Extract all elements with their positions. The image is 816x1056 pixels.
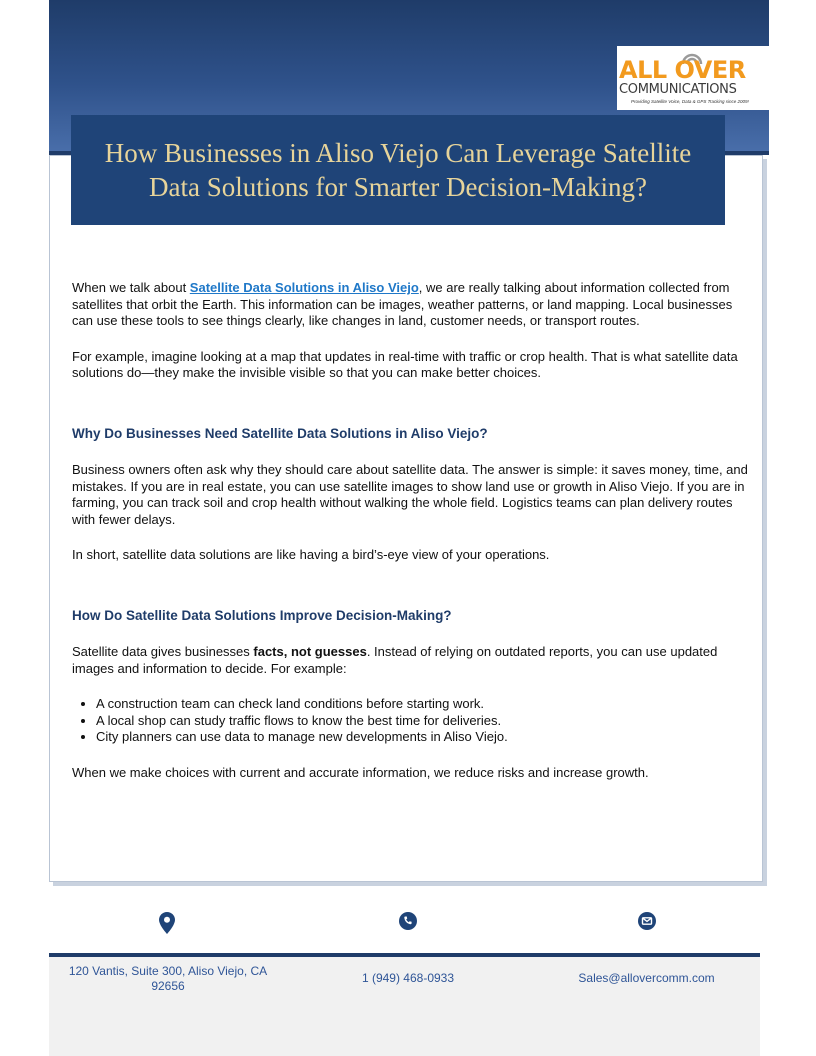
page-title: How Businesses in Aliso Viejo Can Leverage Satellite Data Solutions for Smarter Decision-Making? [104,138,692,202]
footer [49,888,760,1056]
article-body [72,280,748,800]
intro-paragraph-2: For example, imagine looking at a map that updates in real-time with traffic or crop health. That is what satellite data solutions do—they make the invisible visible so that you can make better choices. [72,348,738,380]
footer-address: 120 Vantis, Suite 300, Aliso Viejo, CA 92656 [68,964,268,993]
intro-text-after: , we are really talking about information collected from satellites that orbit the Earth. This information can be images, weather patterns, or land mapping. Local businesses can use these tools to see things clearly, like changes in land, customer needs, or transport routes. [72,280,733,328]
footer-phone[interactable]: 1 (949) 468-0933 [361,971,455,985]
how-text-after: . Instead of relying on outdated reports, you can use updated images and information to decide. For example: [72,644,718,676]
how-text-bold: facts, not guesses [253,644,367,659]
title-banner [71,115,725,225]
location-pin-icon [159,912,175,934]
company-logo [617,46,769,110]
satellite-data-link[interactable]: Satellite Data Solutions in Aliso Viejo [189,280,419,295]
phone-icon [399,912,417,930]
section-heading-how: How Do Satellite Data Solutions Improve Decision-Making? [72,607,452,623]
section-heading-why: Why Do Businesses Need Satellite Data Solutions in Aliso Viejo? [72,425,488,441]
email-icon [638,912,656,930]
intro-text-before: When we talk about [72,280,190,295]
footer-email[interactable]: Sales@allovercomm.com [578,971,715,985]
section-how-paragraph-2: When we make choices with current and accurate information, we reduce risks and increase growth. [72,764,649,780]
logo-subtitle: COMMUNICATIONS [619,82,737,97]
how-text-before: Satellite data gives businesses [72,644,254,659]
footer-rule [49,953,760,957]
section-how-paragraph-1 [72,644,748,677]
list-item: • City planners can use data to manage new developments in Aliso Viejo. [96,729,748,746]
list-item: • A local shop can study traffic flows to know the best time for deliveries. [96,713,748,730]
examples-list [72,696,748,746]
logo-tagline: Providing Satellite Voice, Data & GPS Tracking since 2009! [631,99,749,104]
section-why-paragraph-2: In short, satellite data solutions are like having a bird’s-eye view of your operations. [72,547,550,562]
section-why-paragraph-1: Business owners often ask why they should care about satellite data. The answer is simple: it saves money, time, and mistakes. If you are in real estate, you can use satellite images to show land use or growth in Aliso Viejo. If you are in farming, you can track soil and crop health without walking the whole field. Logistics teams can plan delivery routes with fewer delays. [72,462,748,527]
logo-wordmark: ALL OVER [619,56,746,84]
intro-paragraph-1 [72,280,748,330]
list-item: • A construction team can check land conditions before starting work. [96,696,748,713]
